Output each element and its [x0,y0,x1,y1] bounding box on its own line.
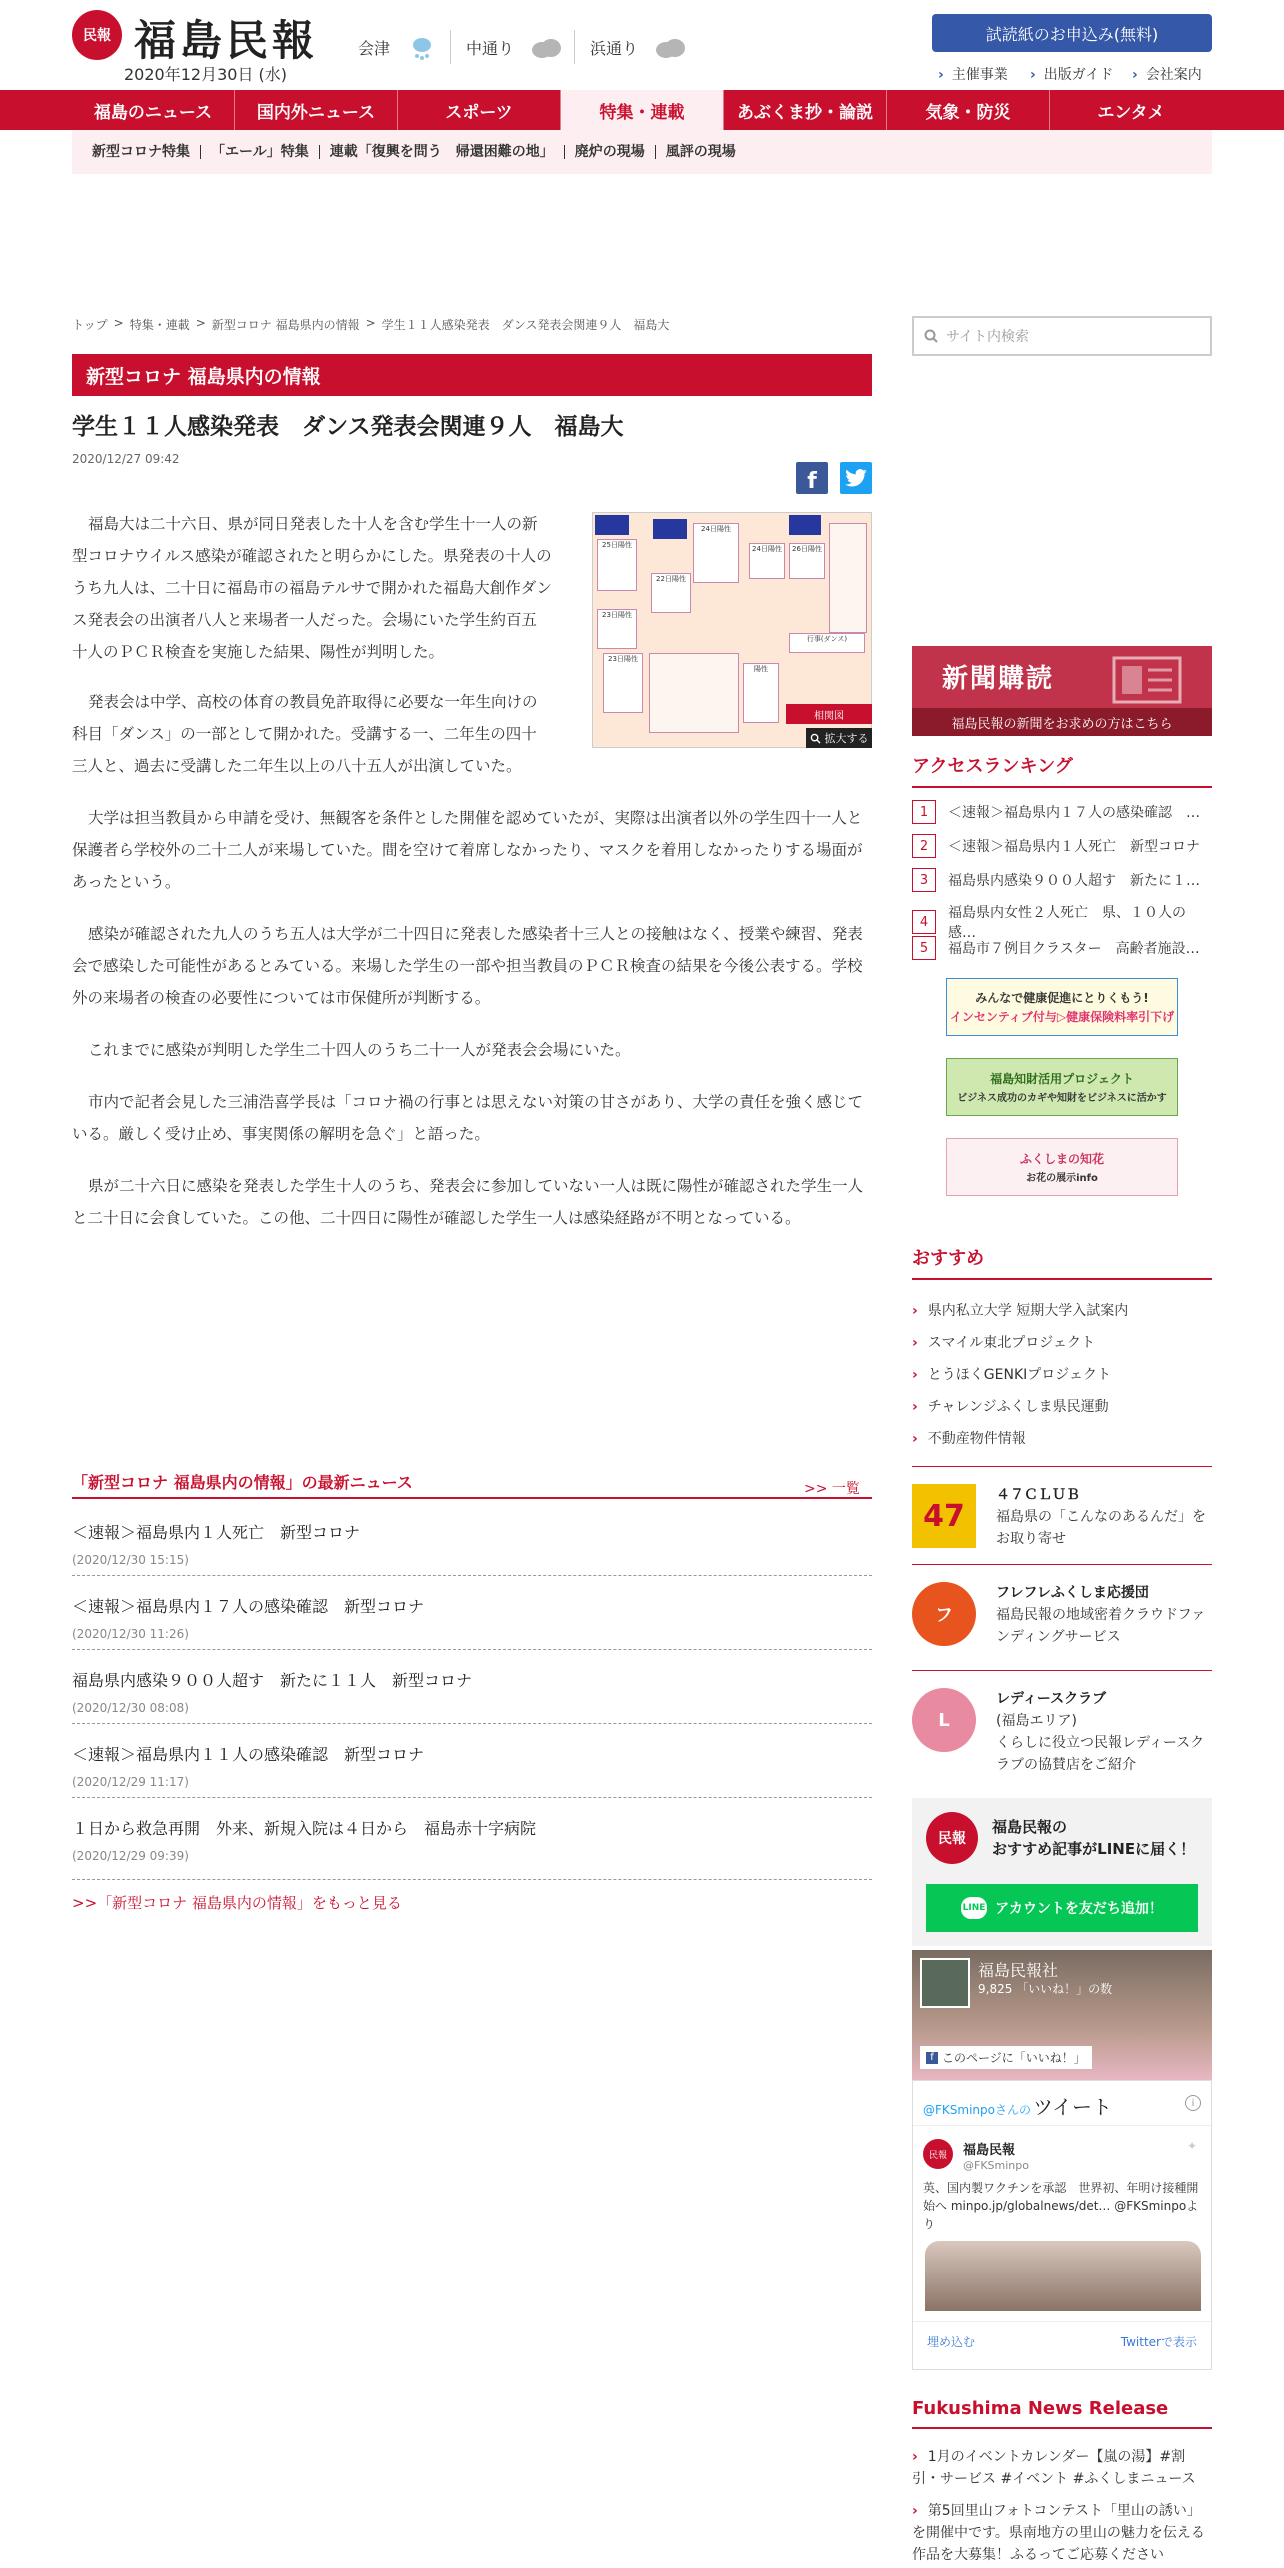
twitter-embed-link[interactable]: 埋め込む [927,2335,976,2349]
weather-divider [574,30,575,64]
news-title[interactable]: ＜速報＞福島県内１７人の感染確認 新型コロナ [72,1597,425,1616]
section-title: 新型コロナ 福島県内の情報 [72,354,872,396]
weather-divider [450,30,451,64]
ranking-title-text: ＜速報＞福島県内１７人の感染確認 … [948,805,1200,821]
logo-mark[interactable]: 民報 [72,10,122,60]
facebook-page-widget[interactable] [912,1950,1212,2080]
latest-news-title: 「新型コロナ 福島県内の情報」の最新ニュース [72,1473,413,1492]
subscribe-title: 新聞購読 [942,664,1055,694]
ranking-title-text: ＜速報＞福島県内１人死亡 新型コロナ [948,839,1200,855]
nav-editorial[interactable]: あぶくま抄・論説 [724,90,887,130]
figure-header [595,515,629,535]
breadcrumb-top[interactable]: トップ [72,318,108,332]
figure-person: 23日陽性 [603,653,643,713]
ranking-item[interactable] [912,936,1212,960]
main-nav [0,90,1284,130]
figure-header [789,515,821,535]
promo-banner-flower[interactable] [946,1138,1178,1196]
facebook-icon: f [926,2052,938,2064]
search-placeholder: サイト内検索 [946,329,1030,345]
rank-number: 1 [912,800,936,824]
article-date: 2020/12/27 09:42 [72,452,180,466]
news-date: (2020/12/29 09:39) [72,1849,189,1863]
article-paragraph: これまでに感染が判明した学生二十四人のうち二十一人が発表会会場にいた。 [88,1041,631,1059]
divider [913,2321,1211,2322]
promo-banner-ip[interactable] [946,1058,1178,1116]
search-input[interactable] [912,316,1212,356]
card-title: ４７ＣＬＵＢ [996,1487,1080,1503]
breadcrumb-separator: > [365,316,376,330]
weather-area: 会津 [358,38,391,58]
tweet-text: 英、国内製ワクチンを承認 世界初、年明け接種開始へ minpo.jp/globalnews/det… @FKSminpoより [923,2181,1199,2231]
twitter-view-link[interactable]: Twitterで表示 [1120,2335,1197,2349]
promo-line: ふくしまの知花 [1019,1152,1104,1166]
card-desc: 福島県の「こんなのあるんだ」をお取り寄せ [996,1509,1206,1547]
news-date: (2020/12/30 15:15) [72,1553,189,1567]
news-list-item[interactable] [72,1798,872,1880]
zoom-label: 拡大する [824,732,869,745]
nav-fukushima-news[interactable]: 福島のニュース [72,90,235,130]
news-release-item[interactable]: › 1月のイベントカレンダー【嵐の湯】#割引・サービス #イベント #ふくしまニュース [912,2446,1212,2490]
recommend-item[interactable]: › スマイル東北プロジェクト [912,1332,1095,1352]
news-title[interactable]: 福島県内感染９００人超す 新たに１１人 新型コロナ [72,1671,473,1690]
ranking-item[interactable] [912,868,1212,892]
news-release-item[interactable]: › 第5回里山フォトコンテスト「里山の誘い」を開催中です。県南地方の里山の魅力を伝える作品を大募集！ふるってご応募ください [912,2500,1212,2566]
news-release-title: Fukushima News Release [912,2398,1212,2429]
rank-number: 3 [912,868,936,892]
cloud-icon [528,33,564,61]
recommend-item[interactable]: › チャレンジふくしま県民運動 [912,1396,1109,1416]
figure-person: 22日陽性 [651,573,691,613]
twitter-header: ツイート [1032,2095,1112,2119]
line-add-friend-button[interactable] [926,1884,1198,1932]
subscribe-subtitle: 福島民報の新聞をお求めの方はこちら [912,708,1212,736]
ranking-title-text: 福島県内女性２人死亡 県、１０人の感… [948,905,1186,941]
avatar[interactable]: 民報 [923,2139,953,2169]
current-date: 2020年12月30日 (水) [124,65,288,84]
news-list-item[interactable] [72,1650,872,1724]
weather-aizu [358,30,440,64]
facebook-like-label: このページに「いいね！」 [942,2051,1086,2065]
weather-area: 浜通り [590,38,639,58]
newspaper-icon [1112,656,1182,704]
weather-nakadori [466,30,564,64]
figure-person [649,653,739,733]
nav-sports[interactable]: スポーツ [398,90,561,130]
figure-legend: 相関図 [786,704,872,724]
news-title[interactable]: ＜速報＞福島県内１１人の感染確認 新型コロナ [72,1745,425,1764]
twitter-share-icon[interactable] [840,462,872,494]
rank-number: 5 [912,936,936,960]
logo-mark: 民報 [926,1812,978,1864]
twitter-timeline-widget [912,2080,1212,2370]
breadcrumb-separator: > [113,316,124,330]
card-desc: 福島民報の地域密着クラウドファンディングサービス [996,1607,1206,1645]
more-corona-news-link[interactable]: >>「新型コロナ 福島県内の情報」をもっと見る [72,1894,402,1912]
magnifier-icon [810,733,821,744]
line-button-label: アカウントを友だち追加！ [995,1901,1163,1917]
news-date: (2020/12/29 11:17) [72,1775,189,1789]
ranking-item[interactable] [912,800,1212,824]
ladies-club-icon: L [912,1688,976,1752]
figure-person: 行事(ダンス) [789,633,865,653]
news-date: (2020/12/30 08:08) [72,1701,189,1715]
site-logo[interactable]: 福島民報 [134,16,319,65]
figure-person [829,523,867,633]
subnav-corona[interactable]: 新型コロナ特集 [92,145,201,159]
recommend-item[interactable]: › 不動産物件情報 [912,1428,1026,1448]
article-title: 学生１１人感染発表 ダンス発表会関連９人 福島大 [72,414,624,440]
card-title: フレフレふくしま応援団 [996,1585,1149,1601]
article-paragraph: 県が二十六日に感染を発表した学生十人のうち、発表会に参加していない一人は既に陽性が確認された学生一人と二十日に会食していた。この他、二十四日に陽性が確認した学生一人は感染経路が不明となっている。 [72,1177,864,1227]
subnav-fukko[interactable]: 連載「復興を問う 帰還困難の地」 [320,145,565,159]
subnav-rumor[interactable]: 風評の現場 [665,144,736,160]
card-47club[interactable] [912,1484,1212,1550]
snow-icon [404,33,440,61]
info-icon[interactable]: i [1185,2095,1201,2111]
promo-line: ビジネス成功のカギや知財をビジネスに活かす [957,1093,1167,1104]
line-title: おすすめ記事がLINEに届く！ [992,1840,1196,1858]
recommend-item[interactable]: › 県内私立大学 短期大学入試案内 [912,1300,1128,1320]
news-title[interactable]: １日から救急再開 外来、新規入院は４日から 福島赤十字病院 [72,1819,537,1838]
twitter-account-name[interactable]: 福島民報 [963,2143,1016,2158]
latest-news-list-link[interactable]: >> 一覧 [804,1481,860,1497]
link-company[interactable]: › 会社案内 [1132,64,1202,84]
article-paragraph: 市内で記者会見した三浦浩喜学長は「コロナ禍の行事とは思えない対策の甘さがあり、大学の責任を強く感じている。厳しく受け止め、事実関係の解明を急ぐ」と語った。 [72,1093,864,1143]
weather-area: 中通り [466,38,515,58]
club47-icon: 47 [912,1484,976,1548]
news-list-item[interactable] [72,1502,872,1576]
promo-line: 福島知財活用プロジェクト [990,1072,1134,1086]
line-icon: LINE [961,1897,987,1919]
divider [912,1670,1212,1671]
news-list-item[interactable] [72,1724,872,1798]
nav-weather[interactable]: 気象・防災 [887,90,1050,130]
figure-header [653,519,687,539]
figure-person: 24日陽性 [749,543,785,579]
promo-line: みんなで健康促進にとりくもう! [975,991,1149,1005]
breadcrumb-corona[interactable]: 新型コロナ 福島県内の情報 [211,318,360,332]
twitter-header-by[interactable]: @FKSminpoさんの [923,2103,1031,2117]
recommend-item[interactable]: › とうほくGENKIプロジェクト [912,1364,1111,1384]
divider [72,1497,872,1499]
rank-number: 2 [912,834,936,858]
weather-hamadori [590,30,688,64]
recommend-title: おすすめ [912,1244,1212,1280]
figure-person: 24日陽性 [693,523,739,583]
ranking-title-text: 福島市７例目クラスター 高齢者施設… [948,941,1200,957]
card-ladies-club[interactable] [912,1688,1212,1776]
breadcrumb [72,316,669,333]
news-date: (2020/12/30 11:26) [72,1627,189,1641]
ranking-item[interactable] [912,834,1212,858]
divider [912,1564,1212,1565]
news-list-item[interactable] [72,1576,872,1650]
facebook-likes: 9,825 「いいね！」の数 [978,1982,1113,1996]
breadcrumb-features[interactable]: 特集・連載 [129,318,190,332]
nav-entertainment[interactable]: エンタメ [1097,102,1165,123]
nav-world-news[interactable]: 国内外ニュース [235,90,398,130]
article-paragraph: 福島大は二十六日、県が同日発表した十人を含む学生十一人の新型コロナウイルス感染が確認されたと明らかにした。県発表の十人のうち九人は、二十日に福島市の福島テルサで開かれた福島大創作ダンス発表会の出演者八人と来場者一人だった。会場にいた学生約百五十人のＰＣＲ検査を実施した結果、陽性が判明した。 [72,515,552,661]
article-paragraph: 大学は担当教員から申請を受け、無観客を条件とした開催を認めていたが、実際は出演者以外の学生四十一人と保護者ら学校外の二十二人が来場していた。間を空けて着席しなかったり、マスクを着用しなかったりする場面があったという。 [72,809,863,891]
news-title[interactable]: ＜速報＞福島県内１人死亡 新型コロナ [72,1523,361,1542]
subscribe-banner[interactable] [912,646,1212,736]
promo-line: お花の展示info [1026,1173,1098,1184]
facebook-share-icon[interactable]: f [796,462,828,494]
rank-number: 4 [912,910,936,934]
card-title: レディースクラブ [996,1691,1107,1707]
trial-subscription-button[interactable]: 試読紙のお申込み(無料) [932,14,1212,52]
card-desc: (福島エリア) くらしに役立つ民報レディースクラブの協賛店をご紹介 [996,1713,1205,1773]
figure-person: 25日陽性 [597,539,637,591]
search-icon [924,329,938,343]
article-paragraph: 発表会は中学、高校の体育の教員免許取得に必要な一年生向けの科目「ダンス」の一部として開かれた。受講する一、二年生の四十三人と、過去に受講した二年生以上の八十五人が出演していた。 [72,693,538,775]
article-paragraph: 感染が確認された九人のうち五人は大学が二十四日に発表した感染者十三人との接触はなく、授業や練習、発表会で感染した可能性があるとみている。来場した学生の一部や担当教員のＰＣＲ検査の結果を今後公表する。学校外の来場者の検査の必要性については市保健所が判断する。 [72,925,863,1007]
link-events[interactable]: › 主催事業 [938,64,1008,84]
breadcrumb-current: 学生１１人感染発表 ダンス発表会関連９人 福島大 [381,318,670,332]
breadcrumb-separator: > [195,316,206,330]
divider [912,1466,1212,1467]
facebook-page-avatar [920,1958,970,2008]
facebook-like-button[interactable] [920,2046,1092,2069]
nav-features[interactable]: 特集・連載 [561,90,724,130]
divider [913,2125,1211,2126]
promo-line: インセンティブ付与▷健康保険料率引下げ [949,1010,1175,1024]
figure-person: 26日陽性 [789,543,825,579]
subnav-yell[interactable]: 「エール」特集 [201,145,320,159]
link-publications[interactable]: › 出版ガイド [1030,64,1113,84]
subnav-decommission[interactable]: 廃炉の現場 [565,145,656,159]
figure-person: 23日陽性 [597,609,637,649]
twitter-handle: @FKSminpo [963,2159,1029,2172]
ranking-title-text: 福島県内感染９００人超す 新たに１… [948,873,1200,889]
zoom-button[interactable] [806,728,872,748]
sub-nav [72,130,1212,174]
figure-person: 陽性 [743,663,779,723]
twitter-bird-icon: ✦ [1186,2139,1197,2153]
tweet-image[interactable] [925,2241,1201,2311]
line-title: 福島民報の [992,1818,1068,1836]
cloud-icon [652,33,688,61]
card-furefure[interactable] [912,1582,1212,1648]
ranking-title: アクセスランキング [912,752,1212,788]
promo-banner-health[interactable] [946,978,1178,1036]
furefure-icon: フ [912,1582,976,1646]
facebook-page-name[interactable]: 福島民報社 [978,1961,1059,1980]
